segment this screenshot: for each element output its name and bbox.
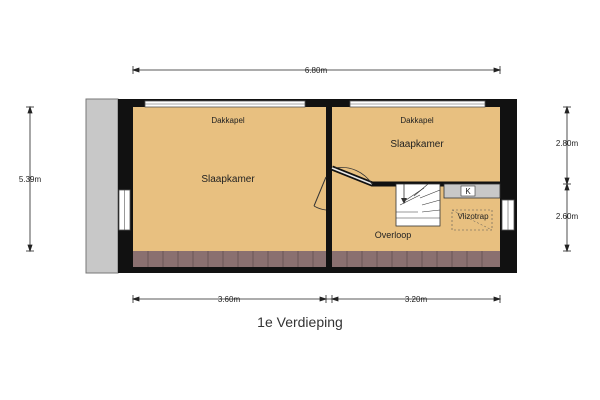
label-left-room: Slaapkamer — [201, 174, 255, 185]
eave-strip-left — [133, 251, 326, 267]
floor-title: 1e Verdieping — [257, 314, 343, 330]
label-attic-stairs: Vlizotrap — [457, 212, 489, 221]
label-right-room: Slaapkamer — [390, 139, 444, 150]
label-cupboard: K — [465, 187, 471, 196]
dim-left-height: 5.39m — [18, 175, 42, 184]
dimension-right — [563, 107, 571, 251]
eave-strip-right — [332, 251, 500, 267]
interior-wall-upper — [326, 107, 332, 177]
dimension-bottom — [133, 295, 500, 303]
dim-bottom-left: 3.60m — [217, 295, 241, 304]
dim-right-lower: 2.60m — [555, 212, 579, 221]
balcony-area — [86, 99, 118, 273]
staircase — [396, 184, 440, 226]
label-left-dormer: Dakkapel — [211, 116, 245, 125]
label-landing: Overloop — [374, 230, 412, 240]
interior-wall-lower — [326, 210, 332, 267]
dim-bottom-right: 3.20m — [404, 295, 428, 304]
dim-top-width: 6.80m — [304, 66, 328, 75]
dim-right-upper: 2.80m — [555, 139, 579, 148]
label-right-dormer: Dakkapel — [400, 116, 434, 125]
